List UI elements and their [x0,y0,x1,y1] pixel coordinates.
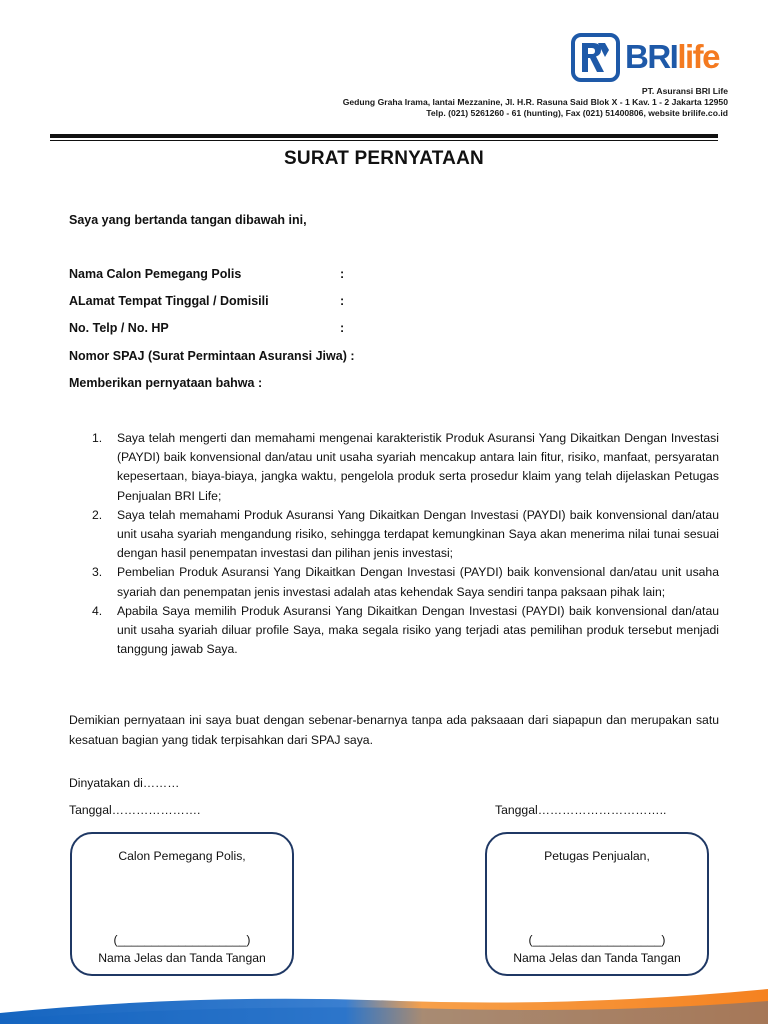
intro-text: Saya yang bertanda tangan dibawah ini, [69,213,307,227]
list-item [69,563,719,601]
signature-role: Petugas Penjualan, [544,849,650,863]
field-colon: : [340,267,345,281]
header-divider-thin [50,140,718,141]
field-colon: : [340,294,345,308]
statement-list [69,429,719,659]
list-item-number: 3. [92,565,103,580]
signature-box-policy-holder [70,832,294,976]
closing-paragraph: Demikian pernyataan ini saya buat dengan sebenar-benarnya tanpa ada paksaaan dari siapapun dan merupakan satu kesatuan bagian yang tidak terpisahkan dari SPAJ saya. [69,713,719,747]
field-colon: : [340,321,345,335]
field-spaj-number: Nomor SPAJ (Surat Permintaan Asuransi Jiwa) : [69,349,355,363]
list-item-text: Saya telah mengerti dan memahami mengenai karakteristik Produk Asuransi Yang Dikaitkan Dengan Investasi (PAYDI) baik konvensional dan/atau unit usaha syariah mencakup antara lain fitur, risiko, manfaat, persyaratan kepesertaan, biaya-biaya, jangka waktu, pengelola produk serta prosedur klaim yang telah dijelaskan Petugas Penjualan BRI Life; [117,431,719,503]
list-item-number: 4. [92,603,103,618]
letterhead [0,0,768,130]
list-item [69,602,719,660]
document-title: SURAT PERNYATAAN [284,148,484,169]
company-contact: Telp. (021) 5261260 - 61 (hunting), Fax (021) 51400806, website brilife.co.id [426,108,728,118]
field-phone: No. Telp / No. HP [69,321,169,335]
signature-line: (___________________) [113,933,251,947]
list-item-text: Apabila Saya memilih Produk Asuransi Yang Dikaitkan Dengan Investasi (PAYDI) baik konvensional dan/atau unit usaha syariah diluar profile Saya, maka segala risiko yang terjadi atas pemilihan produk tersebut menjadi tanggung jawab Saya. [117,603,719,657]
date-right: Tanggal………………………….. [495,803,667,817]
list-item-text: Pembelian Produk Asuransi Yang Dikaitkan Dengan Investasi (PAYDI) baik konvensional dan/atau unit usaha syariah dan penempatan jenis investasi adalah atas kehendak Saya sendiri tanpa paksaan pihak lain; [117,565,719,599]
signature-caption: Nama Jelas dan Tanda Tangan [513,951,681,965]
date-left: Tanggal…………………. [69,803,201,817]
signature-role: Calon Pemegang Polis, [118,849,246,863]
footer-wave-decoration [0,975,768,1024]
list-item [69,429,719,506]
logo-wordmark: BRIlife [625,38,720,75]
list-item-number: 1. [92,431,103,445]
stated-at-line: Dinyatakan di……… [69,776,180,790]
header-divider-thick [50,134,718,138]
field-address: ALamat Tempat Tinggal / Domisili [69,294,269,308]
list-item-text: Saya telah memahami Produk Asuransi Yang Dikaitkan Dengan Investasi (PAYDI) baik konvensional dan/atau unit usaha syariah mengandung risiko, sehingga terdapat kemungkinan Saya akan menerima nilai tunai sesuai dengan hasil penempatan investasi dan pilihan jenis investasi; [117,507,719,561]
field-policy-holder-name: Nama Calon Pemegang Polis [69,267,242,281]
signature-caption: Nama Jelas dan Tanda Tangan [98,951,266,965]
list-item-number: 2. [92,507,103,522]
company-name: PT. Asuransi BRI Life [641,86,728,96]
signature-line: (___________________) [528,933,666,947]
statement-heading: Memberikan pernyataan bahwa : [69,376,263,390]
list-item [69,506,719,564]
signature-box-sales-officer [485,832,709,976]
bri-logo-mark-icon [571,33,620,82]
company-address: Gedung Graha Irama, lantai Mezzanine, Jl. H.R. Rasuna Said Blok X - 1 Kav. 1 - 2 Jakarta 12950 [342,97,728,107]
brilife-logo [571,33,731,83]
